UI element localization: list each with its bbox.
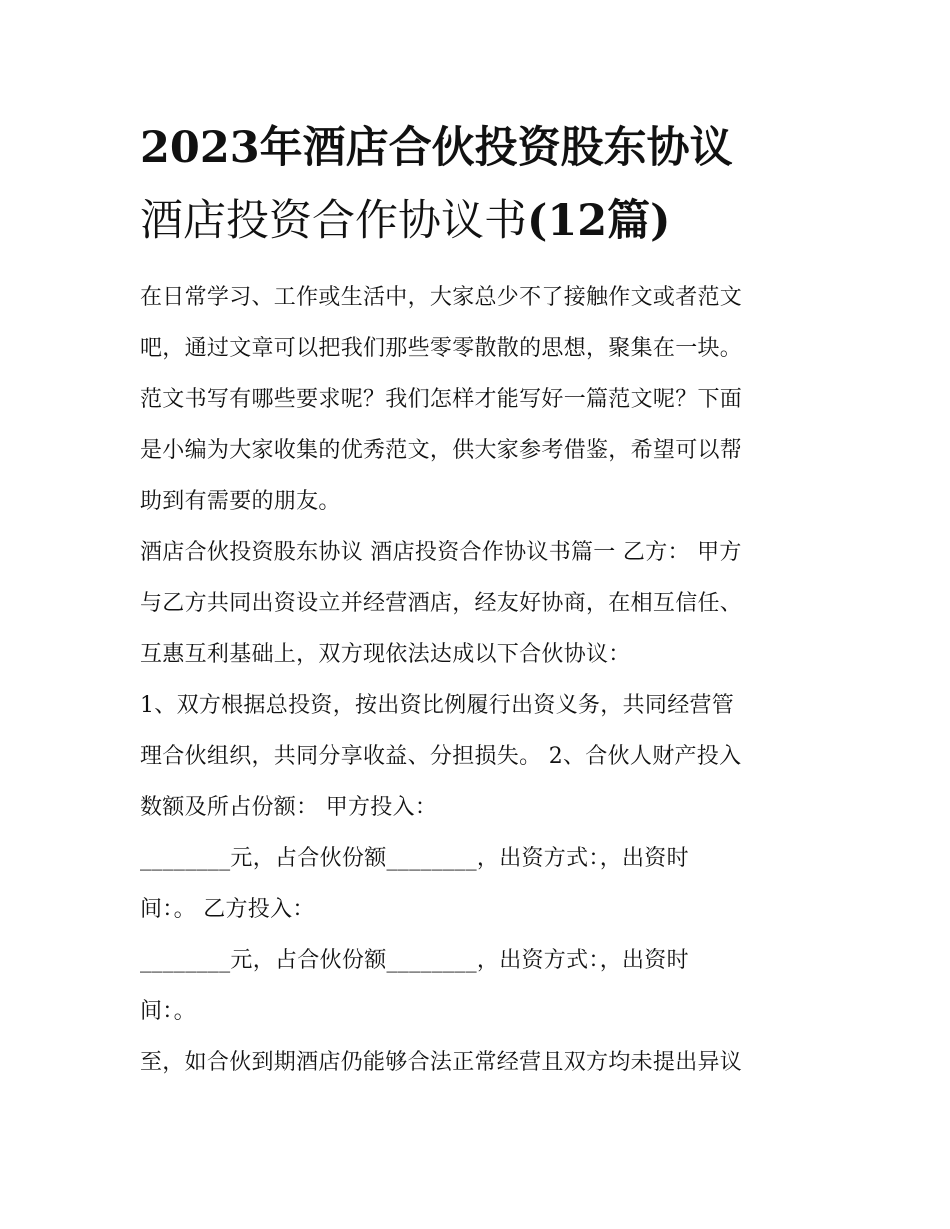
text-line: 数额及所占份额： 甲方投入： <box>140 795 438 820</box>
text-line: 助到有需要的朋友。 <box>140 489 341 514</box>
document-body <box>140 272 816 1088</box>
text-line: 酒店合伙投资股东协议 酒店投资合作协议书篇一 乙方： 甲方 <box>140 540 742 565</box>
text-line: 在日常学习、工作或生活中，大家总少不了接触作文或者范文 <box>140 285 743 310</box>
text-line: 范文书写有哪些要求呢？我们怎样才能写好一篇范文呢？下面 <box>140 387 743 412</box>
text-line: 间：。 <box>140 999 196 1024</box>
text-line: ________元，占合伙份额________，出资方式：，出资时 <box>140 846 689 871</box>
text-line: 互惠互利基础上，双方现依法达成以下合伙协议： <box>140 642 631 667</box>
text-line: 与乙方共同出资设立并经营酒店，经友好协商，在相互信任、 <box>140 591 743 616</box>
paragraph-term <box>140 1037 816 1088</box>
text-line: 至，如合伙到期酒店仍能够合法正常经营且双方均未提出异议 <box>140 1050 743 1075</box>
title-line-2-main: 酒店投资合作协议书 <box>140 196 527 246</box>
paragraph-intro <box>140 272 816 527</box>
paragraph-party-b-investment <box>140 935 816 1037</box>
text-line: 间：。 乙方投入： <box>140 897 315 922</box>
text-line: 1、双方根据总投资，按出资比例履行出资义务，共同经营管 <box>140 693 735 718</box>
text-line: 是小编为大家收集的优秀范文，供大家参考借鉴，希望可以帮 <box>140 438 743 463</box>
document-page <box>140 112 816 1088</box>
paragraph-clause-1-2 <box>140 680 816 833</box>
document-title <box>140 112 816 258</box>
paragraph-party-a-investment <box>140 833 816 935</box>
title-line-1: 2023年酒店合伙投资股东协议 <box>140 123 733 173</box>
text-line: ________元，占合伙份额________，出资方式：，出资时 <box>140 948 689 973</box>
text-line: 理合伙组织，共同分享收益、分担损失。 2、合伙人财产投入 <box>140 744 742 769</box>
title-line-2-suffix: (12篇) <box>527 196 671 246</box>
paragraph-agreement-opening <box>140 527 816 680</box>
title-line-2 <box>140 185 816 258</box>
text-line: 吧，通过文章可以把我们那些零零散散的思想，聚集在一块。 <box>140 336 743 361</box>
